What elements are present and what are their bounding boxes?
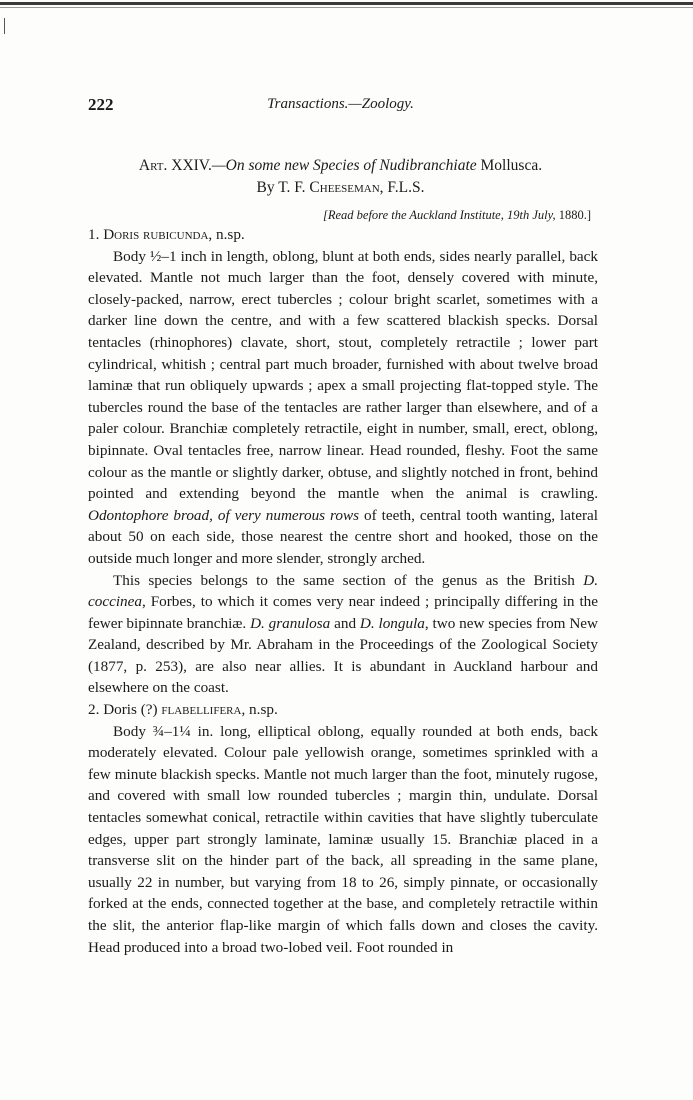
article-title — [88, 155, 593, 177]
author-line — [88, 177, 593, 199]
page-number: 222 — [88, 95, 114, 114]
species-2-description: Body ¾–1¼ in. long, elliptical oblong, equally rounded at both ends, back moderately elevated. Colour pale yellowish orange, sometimes sprinkled with a few minute blackish specks. Mantle not much larger than the foot, minutely rugose, and covered with small low rounded tubercles ; margin thin, undulate. Dorsal tentacles somewhat conical, retractile within cavities that have slightly tuberculate edges, upper part strongly laminate, laminæ usually 15. Branchiæ placed in a transverse slit on the hinder part of the back, all spreading in the same plane, usually 22 in number, but varying from 18 to 26, simply pinnate, or occasionally forked at the ends, connected together at the base, and completely retractile within the slit, the anterior flap-like margin of which falls down and closes the cavity. Head produced into a broad two-lobed veil. Foot rounded in — [88, 722, 598, 956]
top-border-thin-rule — [0, 7, 693, 8]
species-2-suffix: , n.sp. — [241, 701, 278, 719]
species-1-note-sp3: D. longula — [359, 614, 425, 632]
species-1-desc-italic: Odontophore broad, of very numerous rows — [88, 506, 360, 524]
author-name: Cheeseman — [309, 179, 380, 196]
read-note-venue: [Read before the Auckland Institute, — [322, 208, 504, 222]
species-1-desc-b: of teeth, central tooth wanting, lateral about 50 on each side, those nearest the centre short and hooked, those on the outside much longer and more slender, strongly arched. — [88, 506, 598, 567]
species-2-genus: Doris (?) — [103, 701, 158, 719]
species-1-number: 1. — [88, 226, 100, 243]
article-title-end: Mollusca. — [480, 157, 543, 174]
running-title: Transactions.—Zoology. — [267, 96, 414, 112]
species-1-note-a: This species belongs to the same section of the genus as the British — [113, 571, 575, 589]
species-2-number: 2. — [88, 701, 100, 719]
read-note-year: 1880.] — [558, 208, 591, 222]
species-1-note-c: and — [334, 614, 357, 632]
species-1-note-sp2: D. granulosa — [250, 614, 331, 632]
species-1-note-b: , Forbes, to which it comes very near indeed ; principally differing in the fewer bipinnate branchiæ. — [88, 593, 598, 632]
species-1-note-d: , two new species from New Zealand, described by Mr. Abraham in the Proceedings of the Zoological Society (1877, p. 253), are also near allies. It is abundant in Auckland harbour and elsewhere on the coast. — [88, 614, 599, 697]
species-1-desc-a: Body ½–1 inch in length, oblong, blunt at both ends, sides nearly parallel, back elevated. Mantle not much larger than the foot, densely covered with minute, closely-packed, narrow, erect tubercles ; colour bright scarlet, sometimes with a darker line down the centre, and with a few scattered blackish specks. Dorsal tentacles (rhinophores) clavate, short, stout, completely retractile ; lower part cylindrical, whitish ; central part much broader, furnished with about twelve broad laminæ that run obliquely upwards ; apex a small projecting flat-topped style. The tubercles round the base of the tentacles are rather larger than elsewhere, and of a paler colour. Branchiæ completely retractile, eight in number, small, erect, oblong, bipinnate. Oval tentacles free, narrow linear. Head rounded, fleshy. Foot the same colour as the mantle or slightly darker, obtuse, and slightly notched in front, behind pointed and extending beyond the mantle when the animal is crawling. — [88, 247, 598, 503]
species-1-suffix: , n.sp. — [208, 226, 245, 243]
species-1-name: Doris rubicunda — [103, 226, 209, 243]
species-1-note-sp1: D. coccinea — [88, 571, 599, 611]
species-2-name: flabellifera — [161, 701, 242, 719]
article-title-block — [88, 155, 593, 225]
read-note-date: 19th July, — [506, 208, 556, 222]
article-body — [88, 224, 598, 958]
author-suffix: , F.L.S. — [379, 179, 425, 196]
article-number: Art. XXIV. — [138, 157, 212, 174]
species-2-heading — [88, 699, 598, 721]
species-1-heading — [88, 224, 598, 246]
top-border-rule — [0, 2, 693, 5]
article-title-italic: —On some new Species of Nudibranchiate — [211, 157, 477, 174]
read-note — [88, 205, 593, 225]
page-header — [88, 95, 593, 119]
author-prefix: By T. F. — [256, 179, 306, 196]
species-1-remarks — [88, 570, 598, 700]
page-edge-mark — [4, 18, 5, 34]
species-1-description — [88, 246, 598, 570]
